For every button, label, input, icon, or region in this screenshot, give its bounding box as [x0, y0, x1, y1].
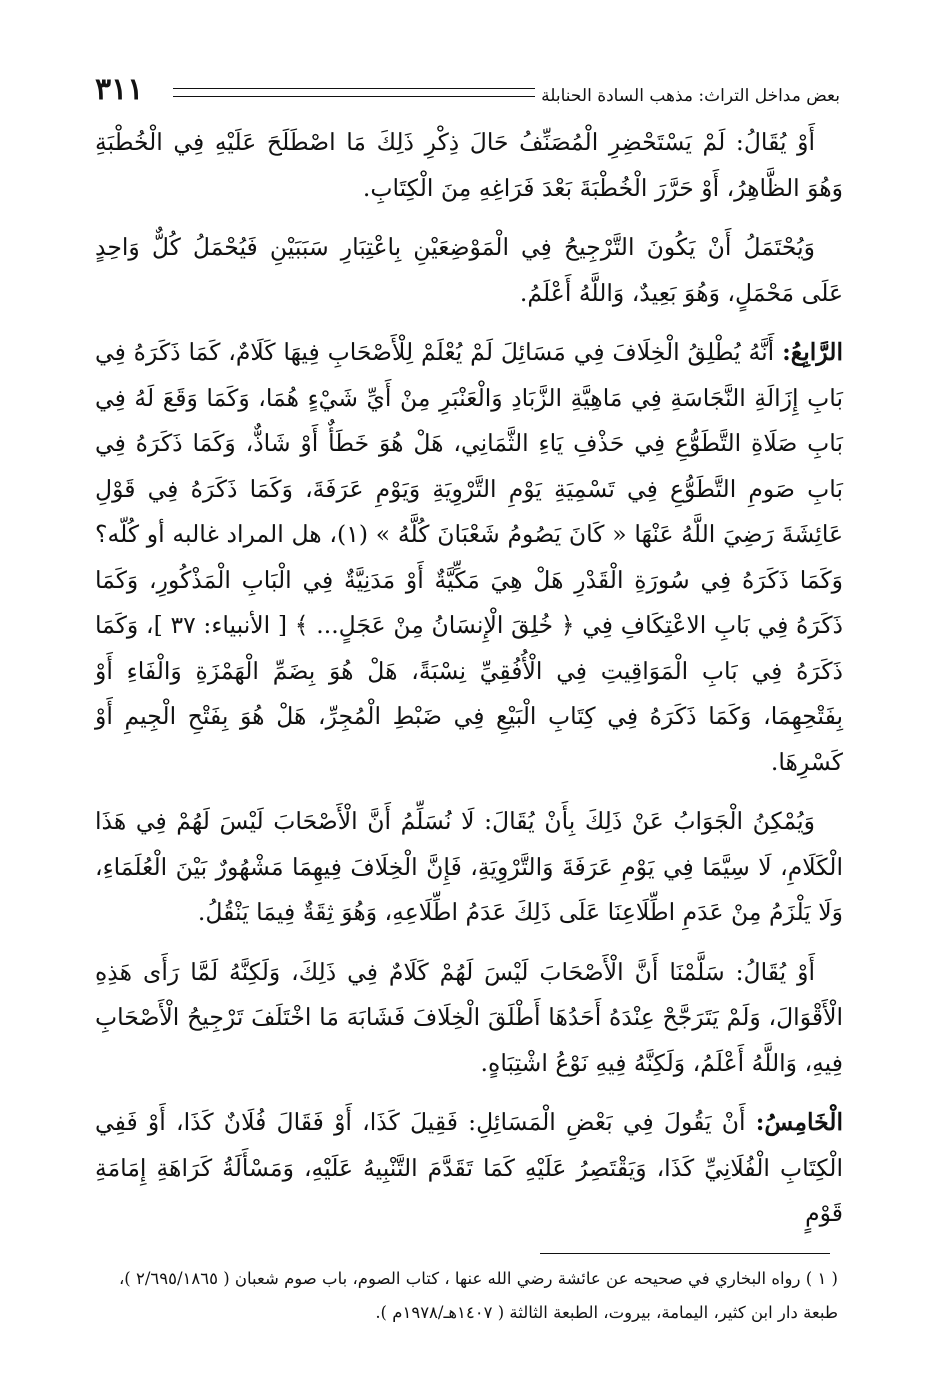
- paragraph-text: وَيُحْتَمَلُ أَنْ يَكُونَ التَّرْجِيحُ فِي الْمَوْضِعَيْنِ بِاعْتِبَارِ سَبَبَيْنِ فَيُحْمَلُ كُلٌّ وَاحِدٍ عَلَى مَحْمَلٍ، وَهُوَ بَعِيدٌ، وَاللَّهُ أَعْلَمُ.: [95, 233, 843, 307]
- header-double-rule: [173, 88, 535, 97]
- footnote-line: ( ١ ) رواه البخاري في صحيحه عن عائشة رضي الله عنها ، كتاب الصوم، باب صوم شعبان ( ٢/٦٩٥/١٨٦٥ )،: [118, 1269, 838, 1288]
- paragraph: [95, 120, 843, 211]
- paragraph: [95, 225, 843, 316]
- paragraph-text: أَوْ يُقَالُ: سَلَّمْنَا أَنَّ الْأَصْحَابَ لَيْسَ لَهُمْ كَلَامٌ فِي ذَلِكَ، وَلَكِنَّهُ لَمَّا رَأَى هَذِهِ الْأَقْوَالَ، وَلَمْ يَتَرَجَّحْ عِنْدَهُ أَحَدُهَا أَطْلَقَ الْخِلَافَ فَشَابَهَ مَا اخْتَلَفَ تَرْجِيحُ الْأَصْحَابِ فِيهِ، وَاللَّهُ أَعْلَمُ، وَلَكِنَّهُ فِيهِ نَوْعُ اشْتِبَاهٍ.: [95, 957, 843, 1077]
- paragraph-fifth: [95, 1100, 843, 1237]
- footnotes: [95, 1262, 838, 1330]
- paragraph: [95, 950, 843, 1087]
- paragraph-text: أَنْ يَقُولَ فِي بَعْضِ الْمَسَائِلِ: فَقِيلَ كَذَا، أَوْ فَقَالَ فُلَانٌ كَذَا، أَوْ فَفِي الْكِتَابِ الْفُلَانِيِّ كَذَا، وَيَقْتَصِرُ عَلَيْهِ كَمَا تَقَدَّمَ التَّنْبِيهُ عَلَيْهِ، وَمَسْأَلَةُ كَرَاهَةِ إِمَامَةِ قَوْمٍ: [95, 1108, 843, 1227]
- footnote-separator: [540, 1253, 830, 1254]
- page-number: ٣١١: [95, 72, 144, 107]
- paragraph-text: أَنَّهُ يُطْلِقُ الْخِلَافَ فِي مَسَائِلَ لَمْ يُعْلَمْ لِلْأَصْحَابِ فِيهَا كَلَامٌ، كَمَا ذَكَرَهُ فِي بَابِ إِزَالَةِ النَّجَاسَةِ فِي مَاهِيَّةِ الزَّبَادِ وَالْعَنْبَرِ مِنْ أَيِّ شَيْءٍ هُمَا، وَكَمَا وَقَعَ لَهُ فِي بَابِ صَلَاةِ التَّطَوُّعِ فِي حَذْفِ يَاءِ الثَّمَانِي، هَلْ هُوَ خَطَأٌ أَوْ شَاذٌّ، وَكَمَا ذَكَرَهُ فِي بَابِ صَومِ التَّطَوُّعِ فِي تَسْمِيَةِ يَوْمِ التَّرْوِيَةِ وَيَوْمِ عَرَفَةَ، وَكَمَا ذَكَرَهُ فِي قَوْلِ عَائِشَةَ رَضِيَ اللَّهُ عَنْهَا « كَانَ يَصُومُ شَعْبَانَ كُلَّهُ » (١)، هل المراد غالبه أو كُلّه؟ وَكَمَا ذَكَرَهُ فِي سُورَةِ الْقَدْرِ هَلْ هِيَ مَكِّيَّةٌ أَوْ مَدَنِيَّةٌ فِي الْبَابِ الْمَذْكُورِ، وَكَمَا ذَكَرَهُ فِي بَابِ الاعْتِكَافِ فِي ﴿ خُلِقَ الْإِنسَانُ مِنْ عَجَلٍ... ﴾ [ الأنبياء: ٣٧ ]، وَكَمَا ذَكَرَهُ فِي بَابِ الْمَوَاقِيتِ فِي الْأُفُقِيِّ نِسْبَةً، هَلْ هُوَ بِضَمِّ الْهَمْزَةِ وَالْفَاءِ أَوْ بِفَتْحِهِمَا، وَكَمَا ذَكَرَهُ فِي كِتَابِ الْبَيْعِ فِي ضَبْطِ الْمُجِرِّ، هَلْ هُوَ بِفَتْحِ الْجِيمِ أَوْ كَسْرِهَا.: [95, 338, 844, 776]
- main-text: [95, 120, 843, 1251]
- paragraph-text: وَيُمْكِنُ الْجَوَابُ عَنْ ذَلِكَ بِأَنْ يُقَالَ: لَا نُسَلِّمُ أَنَّ الْأَصْحَابَ لَيْسَ لَهُمْ فِي هَذَا الْكَلَامِ، لَا سِيَّمَا فِي يَوْمِ عَرَفَةَ وَالتَّرْوِيَةِ، فَإِنَّ الْخِلَافَ فِيهِمَا مَشْهُورٌ بَيْنَ الْعُلَمَاءِ، وَلَا يَلْزَمُ مِنْ عَدَمِ اطِّلَاعِنَا عَلَى ذَلِكَ عَدَمُ اطِّلَاعِهِ، وَهُوَ ثِقَةٌ فِيمَا يَنْقُلُ.: [95, 807, 843, 926]
- running-title: بعض مداخل التراث: مذهب السادة الحنابلة: [541, 86, 840, 106]
- footnote-line: طبعة دار ابن كثير، اليمامة، بيروت، الطبعة الثالثة ( ١٤٠٧هـ/١٩٧٨م ).: [375, 1303, 838, 1322]
- section-lead: الرَّابِعُ:: [782, 338, 843, 366]
- paragraph-text: أَوْ يُقَالُ: لَمْ يَسْتَحْضِرِ الْمُصَنِّفُ حَالَ ذِكْرِ ذَلِكَ مَا اصْطَلَحَ عَلَيْهِ فِي الْخُطْبَةِ وَهُوَ الظَّاهِرُ، أَوْ حَرَّرَ الْخُطْبَةَ بَعْدَ فَرَاغِهِ مِنَ الْكِتَابِ.: [95, 128, 843, 202]
- paragraph: [95, 799, 843, 936]
- paragraph-fourth: [95, 330, 843, 785]
- page-header: [95, 68, 840, 116]
- section-lead: الْخَامِسُ:: [755, 1108, 843, 1136]
